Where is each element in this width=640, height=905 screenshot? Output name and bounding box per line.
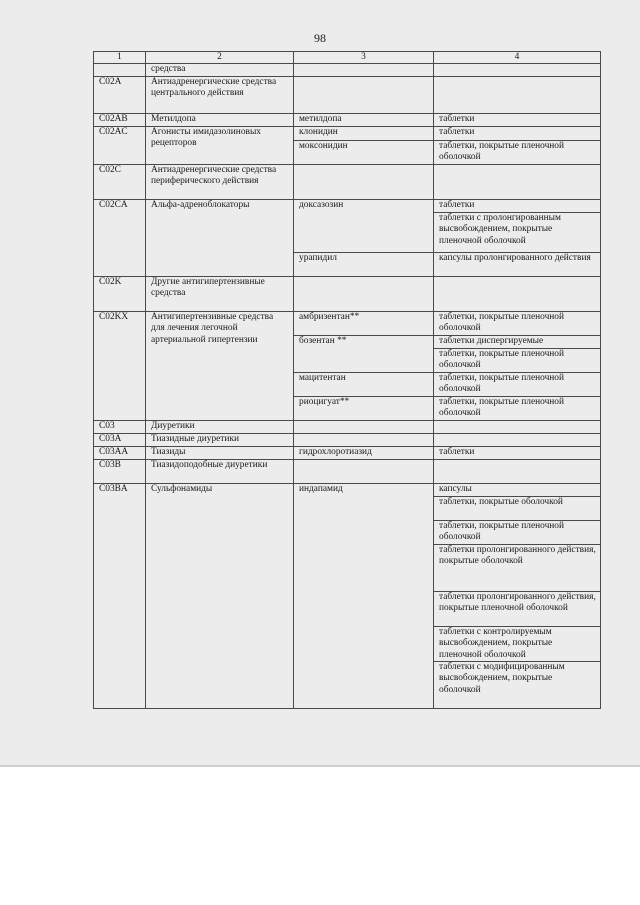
atc-code-cell: C03AA	[94, 447, 146, 460]
group-cell: Альфа-адреноблокаторы	[146, 200, 294, 277]
drug-cell: риоцигуат**	[294, 397, 434, 421]
drug-cell: гидрохлоротиазид	[294, 447, 434, 460]
drug-cell: клонидин	[294, 127, 434, 141]
drug-cell	[294, 421, 434, 434]
atc-code-cell: C03B	[94, 460, 146, 484]
atc-code-cell: C02CA	[94, 200, 146, 277]
form-cell	[434, 421, 601, 434]
atc-code-cell: C02K	[94, 277, 146, 312]
atc-code-cell: C02C	[94, 165, 146, 200]
group-cell: Диуретики	[146, 421, 294, 434]
table-row	[94, 165, 601, 200]
form-cell: таблетки с модифицированным высвобождением, покрытые оболочкой	[434, 662, 601, 709]
form-cell: таблетки диспергируемые	[434, 336, 601, 349]
atc-code-cell	[94, 64, 146, 77]
atc-code-cell: C03A	[94, 434, 146, 447]
form-cell	[434, 434, 601, 447]
table-row	[94, 200, 601, 213]
drug-cell: бозентан **	[294, 336, 434, 373]
form-cell: таблетки	[434, 447, 601, 460]
form-cell: таблетки	[434, 127, 601, 141]
table-row	[94, 421, 601, 434]
table-row	[94, 460, 601, 484]
form-cell: таблетки	[434, 200, 601, 213]
form-cell: таблетки, покрытые пленочной оболочкой	[434, 521, 601, 545]
drug-cell: мацитентан	[294, 373, 434, 397]
drug-cell: моксонидин	[294, 141, 434, 165]
group-cell: средства	[146, 64, 294, 77]
table-row	[94, 127, 601, 141]
group-cell: Метилдопа	[146, 114, 294, 127]
atc-code-cell: C02KX	[94, 312, 146, 421]
form-cell: капсулы пролонгированного действия	[434, 253, 601, 277]
form-cell: таблетки пролонгированного действия, покрытые пленочной оболочкой	[434, 592, 601, 627]
atc-code-cell: C02AC	[94, 127, 146, 165]
form-cell: таблетки, покрытые пленочной оболочкой	[434, 141, 601, 165]
atc-code-cell: C02A	[94, 77, 146, 114]
drug-cell: амбризентан**	[294, 312, 434, 336]
drug-cell: метилдопа	[294, 114, 434, 127]
group-cell: Тиазидоподобные диуретики	[146, 460, 294, 484]
table-header-row	[94, 52, 601, 64]
form-cell: таблетки, покрытые пленочной оболочкой	[434, 373, 601, 397]
form-cell: таблетки с контролируемым высвобождением, покрытые пленочной оболочкой	[434, 627, 601, 662]
group-cell: Сульфонамиды	[146, 484, 294, 709]
drug-cell	[294, 64, 434, 77]
form-cell	[434, 277, 601, 312]
page-number: 98	[314, 31, 326, 45]
drug-cell	[294, 434, 434, 447]
table-row	[94, 434, 601, 447]
form-cell: таблетки, покрытые пленочной оболочкой	[434, 397, 601, 421]
drug-cell: доксазозин	[294, 200, 434, 253]
form-cell: таблетки	[434, 114, 601, 127]
atc-code-cell: C03BA	[94, 484, 146, 709]
form-cell: таблетки с пролонгированным высвобождением, покрытые пленочной оболочкой	[434, 213, 601, 253]
table-row	[94, 484, 601, 497]
group-cell: Агонисты имидазолиновых рецепторов	[146, 127, 294, 165]
table-row	[94, 64, 601, 77]
group-cell: Другие антигипертензивные средства	[146, 277, 294, 312]
drug-cell	[294, 77, 434, 114]
form-cell	[434, 460, 601, 484]
form-cell: таблетки, покрытые оболочкой	[434, 497, 601, 521]
form-cell	[434, 77, 601, 114]
form-cell: таблетки пролонгированного действия, покрытые оболочкой	[434, 545, 601, 592]
column-header: 4	[434, 52, 601, 64]
table-row	[94, 77, 601, 114]
column-header: 3	[294, 52, 434, 64]
column-header: 2	[146, 52, 294, 64]
form-cell: капсулы	[434, 484, 601, 497]
drug-cell	[294, 460, 434, 484]
form-cell	[434, 64, 601, 77]
group-cell: Антиадренергические средства периферического действия	[146, 165, 294, 200]
table-row	[94, 277, 601, 312]
group-cell: Тиазиды	[146, 447, 294, 460]
atc-code-cell: C02AB	[94, 114, 146, 127]
form-cell: таблетки, покрытые пленочной оболочкой	[434, 312, 601, 336]
table-row	[94, 312, 601, 336]
group-cell: Тиазидные диуретики	[146, 434, 294, 447]
form-cell	[434, 165, 601, 200]
table-row	[94, 114, 601, 127]
drug-cell: индапамид	[294, 484, 434, 709]
table-row	[94, 447, 601, 460]
column-header: 1	[94, 52, 146, 64]
scan-edge	[0, 765, 640, 767]
drug-cell	[294, 277, 434, 312]
drug-table	[93, 51, 601, 709]
atc-code-cell: C03	[94, 421, 146, 434]
drug-cell	[294, 165, 434, 200]
group-cell: Антиадренергические средства центрального действия	[146, 77, 294, 114]
drug-cell: урапидил	[294, 253, 434, 277]
form-cell: таблетки, покрытые пленочной оболочкой	[434, 349, 601, 373]
group-cell: Антигипертензивные средства для лечения легочной артериальной гипертензии	[146, 312, 294, 421]
